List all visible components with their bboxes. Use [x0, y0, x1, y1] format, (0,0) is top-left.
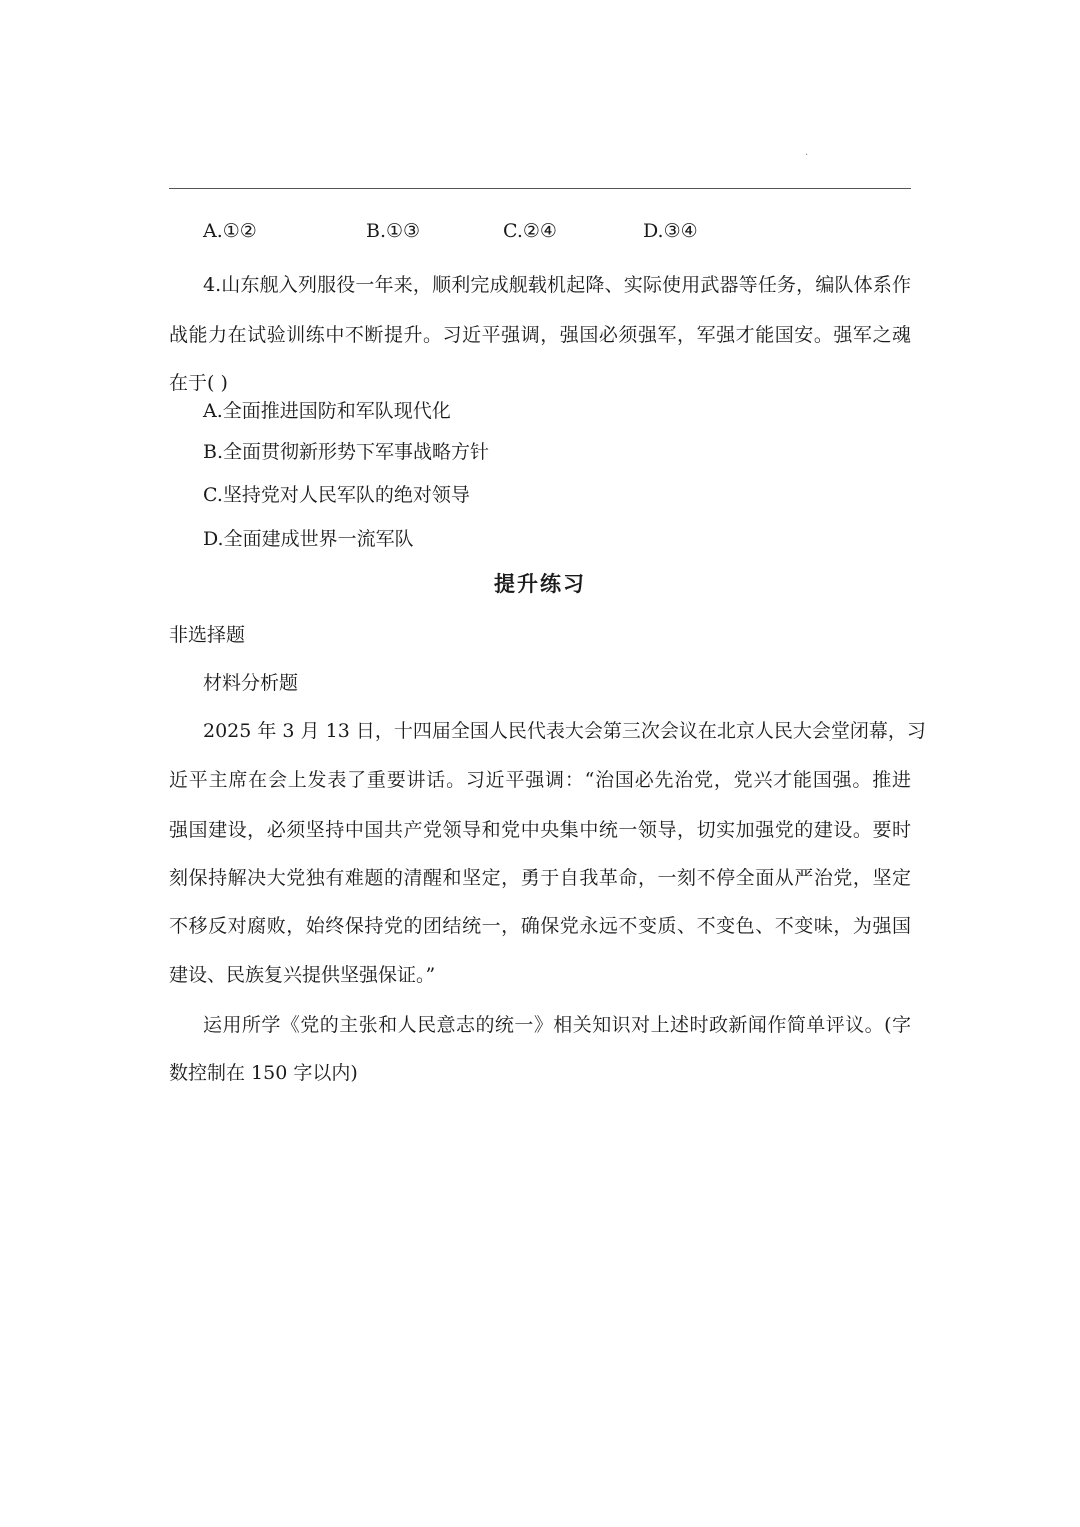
section-title: 提升练习 [494, 571, 586, 596]
q4-option-d[interactable]: D.全面建成世界一流军队 [203, 528, 414, 550]
section-subcategory: 材料分析题 [203, 672, 299, 694]
q4-option-c[interactable]: C.坚持党对人民军队的绝对领导 [203, 484, 470, 506]
material-line-6: 建设、民族复兴提供坚强保证。” [169, 964, 436, 986]
q4-option-b[interactable]: B.全面贯彻新形势下军事战略方针 [203, 441, 490, 463]
task-line-2: 数控制在 150 字以内) [169, 1062, 358, 1084]
q4-stem-line-2: 战能力在试验训练中不断提升。习近平强调，强国必须强军，军强才能国安。强军之魂 [169, 324, 911, 346]
material-line-3: 强国建设，必须坚持中国共产党领导和党中央集中统一领导，切实加强党的建设。要时 [169, 819, 911, 841]
material-line-4: 刻保持解决大党独有难题的清醒和坚定，勇于自我革命，一刻不停全面从严治党，坚定 [169, 867, 911, 889]
q3-option-d[interactable]: D.③④ [643, 220, 698, 242]
material-line-2: 近平主席在会上发表了重要讲话。习近平强调：“治国必先治党，党兴才能国强。推进 [169, 769, 911, 791]
section-category: 非选择题 [169, 624, 246, 646]
header-rule [169, 188, 911, 189]
q3-option-b[interactable]: B.①③ [366, 220, 421, 242]
q4-stem-line-1: 4.山东舰入列服役一年来，顺利完成舰载机起降、实际使用武器等任务，编队体系作 [203, 274, 911, 296]
q4-option-a[interactable]: A.全面推进国防和军队现代化 [203, 400, 451, 422]
header-mark: · [805, 150, 809, 161]
q3-option-c[interactable]: C.②④ [503, 220, 557, 242]
task-line-1: 运用所学《党的主张和人民意志的统一》相关知识对上述时政新闻作简单评议。(字 [203, 1014, 911, 1036]
q4-stem-line-3: 在于( ) [169, 372, 228, 394]
material-line-5: 不移反对腐败，始终保持党的团结统一，确保党永远不变质、不变色、不变味，为强国 [169, 915, 911, 937]
q3-option-a[interactable]: A.①② [203, 220, 257, 242]
material-line-1: 2025 年 3 月 13 日，十四届全国人民代表大会第三次会议在北京人民大会堂闭幕，习 [203, 720, 926, 742]
